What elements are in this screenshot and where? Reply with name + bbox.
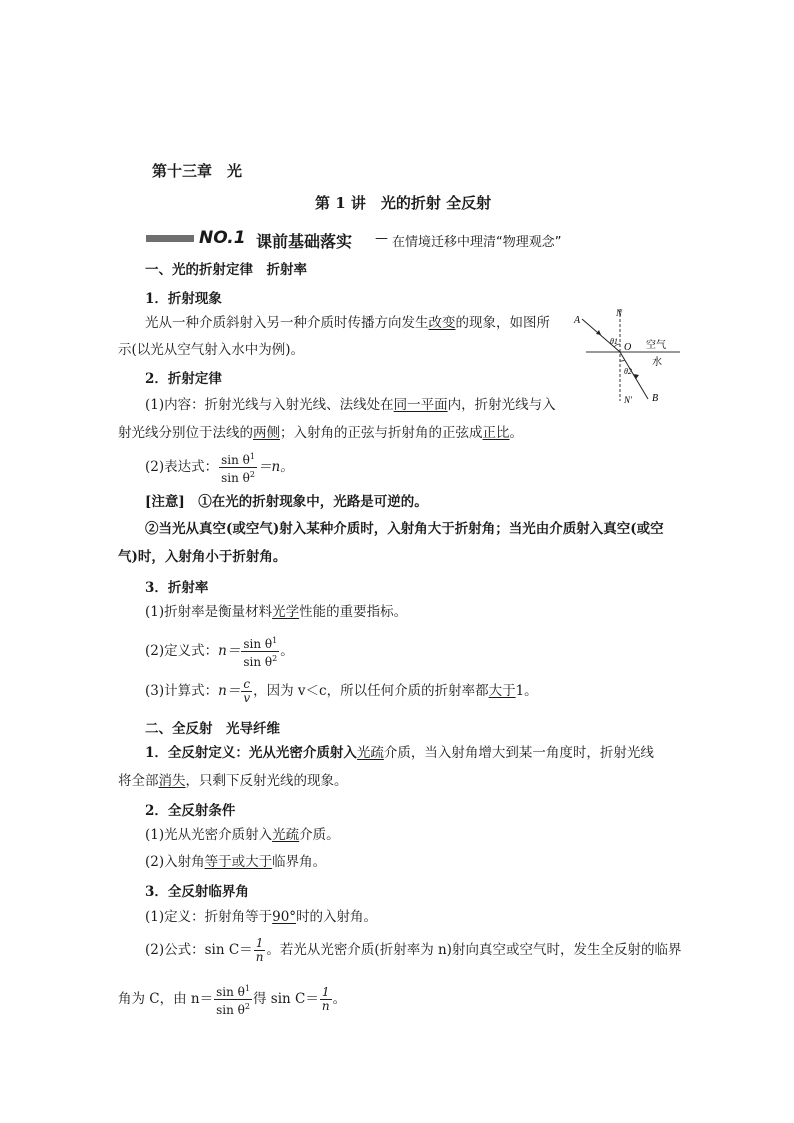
note-line3: 气)时，入射角小于折射角。 <box>118 549 287 565</box>
answer-blank: 光疏 <box>272 827 300 843</box>
section2-def-line1: 1．全反射定义：光从光密介质射入光疏介质，当入射角增大到某一角度时，折射光线 <box>145 745 654 761</box>
banner-subtitle: 在情境迁移中理清“物理观念” <box>392 235 562 250</box>
answer-blank: 消失 <box>158 773 186 789</box>
theta2-arc <box>620 360 625 361</box>
label-B: B <box>652 393 659 404</box>
sine-ratio-fraction: $\frac{\sin \theta^1}{\sin \theta^2}$ <box>221 452 255 485</box>
section1-p1-line2: 示(以光从空气射入水中为例)。 <box>118 342 305 358</box>
answer-blank: 等于或大于 <box>204 854 273 870</box>
label-theta2: θ2 <box>624 367 632 376</box>
section2-condition-title: 2．全反射条件 <box>145 803 236 819</box>
section1-p2-line2: 射光线分别位于法线的两侧；入射角的正弦与折射角的正弦成正比。 <box>118 425 523 441</box>
definition-fraction: $\frac{\sin \theta^1}{\sin \theta^2}$ <box>243 636 278 669</box>
answer-blank: 光学 <box>272 604 300 620</box>
one-over-n-fraction: $\frac{1}{n}$ <box>255 936 264 964</box>
answer-blank: 正比 <box>482 425 510 441</box>
label-theta1: θ1 <box>610 337 618 346</box>
banner-title: 课前基础落实 <box>256 232 353 251</box>
section1-p2-title: 2．折射定律 <box>145 371 222 387</box>
lesson-title: 第 1 讲 光的折射 全反射 <box>315 194 492 212</box>
label-Nprime: N′ <box>624 395 632 405</box>
label-air: 空气 <box>646 340 666 351</box>
section2-critical-line1: (1)定义：折射角等于90°时的入射角。 <box>145 909 378 925</box>
one-over-n-fraction-2: $\frac{1}{n}$ <box>321 985 330 1013</box>
section1-p2-line1: (1)内容：折射光线与入射光线、法线处在同一平面内，折射光线与入 <box>145 397 556 413</box>
section1-title: 一、光的折射定律 折射率 <box>145 262 307 278</box>
section2-title: 二、全反射 光导纤维 <box>145 721 280 737</box>
refraction-diagram <box>568 305 698 410</box>
answer-blank: 同一平面 <box>393 397 448 413</box>
answer-blank: 改变 <box>428 315 456 331</box>
section2-critical-line2: (2)公式：sin C＝ $\frac{1}{n}$ 。若光从光密介质(折射率为 n)射向真空或空气时，发生全反射的临界 <box>145 936 682 964</box>
section1-definition: (2)定义式：n＝ $\frac{\sin \theta^1}{\sin \theta^2}$ 。 <box>145 636 294 669</box>
section1-p3-line1: (1)折射率是衡量材料光学性能的重要指标。 <box>145 604 408 620</box>
label-A: A <box>574 315 581 326</box>
section1-calculation: (3)计算式：n＝ $\frac{c}{v}$ ，因为 v＜c，所以任何介质的折射率都大于1。 <box>145 677 538 705</box>
sine-ratio-fraction-2: $\frac{\sin \theta^1}{\sin \theta^2}$ <box>216 984 250 1017</box>
answer-blank: 两侧 <box>253 425 280 441</box>
section2-critical-title: 3．全反射临界角 <box>145 884 249 900</box>
c-over-v-fraction: $\frac{c}{v}$ <box>243 677 251 705</box>
banner-dash: — <box>375 231 388 246</box>
note-line1: [注意] ①在光的折射现象中，光路是可逆的。 <box>145 494 428 510</box>
section1-expression: (2)表达式： $\frac{\sin \theta^1}{\sin \theta^2}$ ＝n。 <box>145 452 294 485</box>
label-O: O <box>624 342 632 353</box>
banner-bar <box>146 235 194 242</box>
banner-number: NO.1 <box>199 228 246 248</box>
section2-def-line2: 将全部消失，只剩下反射光线的现象。 <box>118 773 348 789</box>
section1-p3-title: 3．折射率 <box>145 580 209 596</box>
incident-arrow-icon <box>596 330 601 335</box>
answer-blank: 90° <box>272 909 297 925</box>
note-line2: ②当光从真空(或空气)射入某种介质时，入射角大于折射角；当光由介质射入真空(或空 <box>145 521 664 537</box>
label-N: N <box>616 308 623 318</box>
section1-p1-title: 1．折射现象 <box>145 291 222 307</box>
chapter-title: 第十三章 光 <box>152 162 243 180</box>
section2-critical-line3: 角为 C，由 n＝ $\frac{\sin \theta^1}{\sin \theta^2}$ 得 sin C＝ $\frac{1}{n}$ 。 <box>118 984 347 1017</box>
answer-blank: 光疏 <box>356 745 384 761</box>
section2-condition-line1: (1)光从光密介质射入光疏介质。 <box>145 827 340 843</box>
section2-condition-line2: (2)入射角等于或大于临界角。 <box>145 854 327 870</box>
section1-p1-line1: 光从一种介质斜射入另一种介质时传播方向发生改变的现象，如图所 <box>145 315 550 331</box>
label-water: 水 <box>652 357 662 368</box>
answer-blank: 大于 <box>488 683 516 699</box>
